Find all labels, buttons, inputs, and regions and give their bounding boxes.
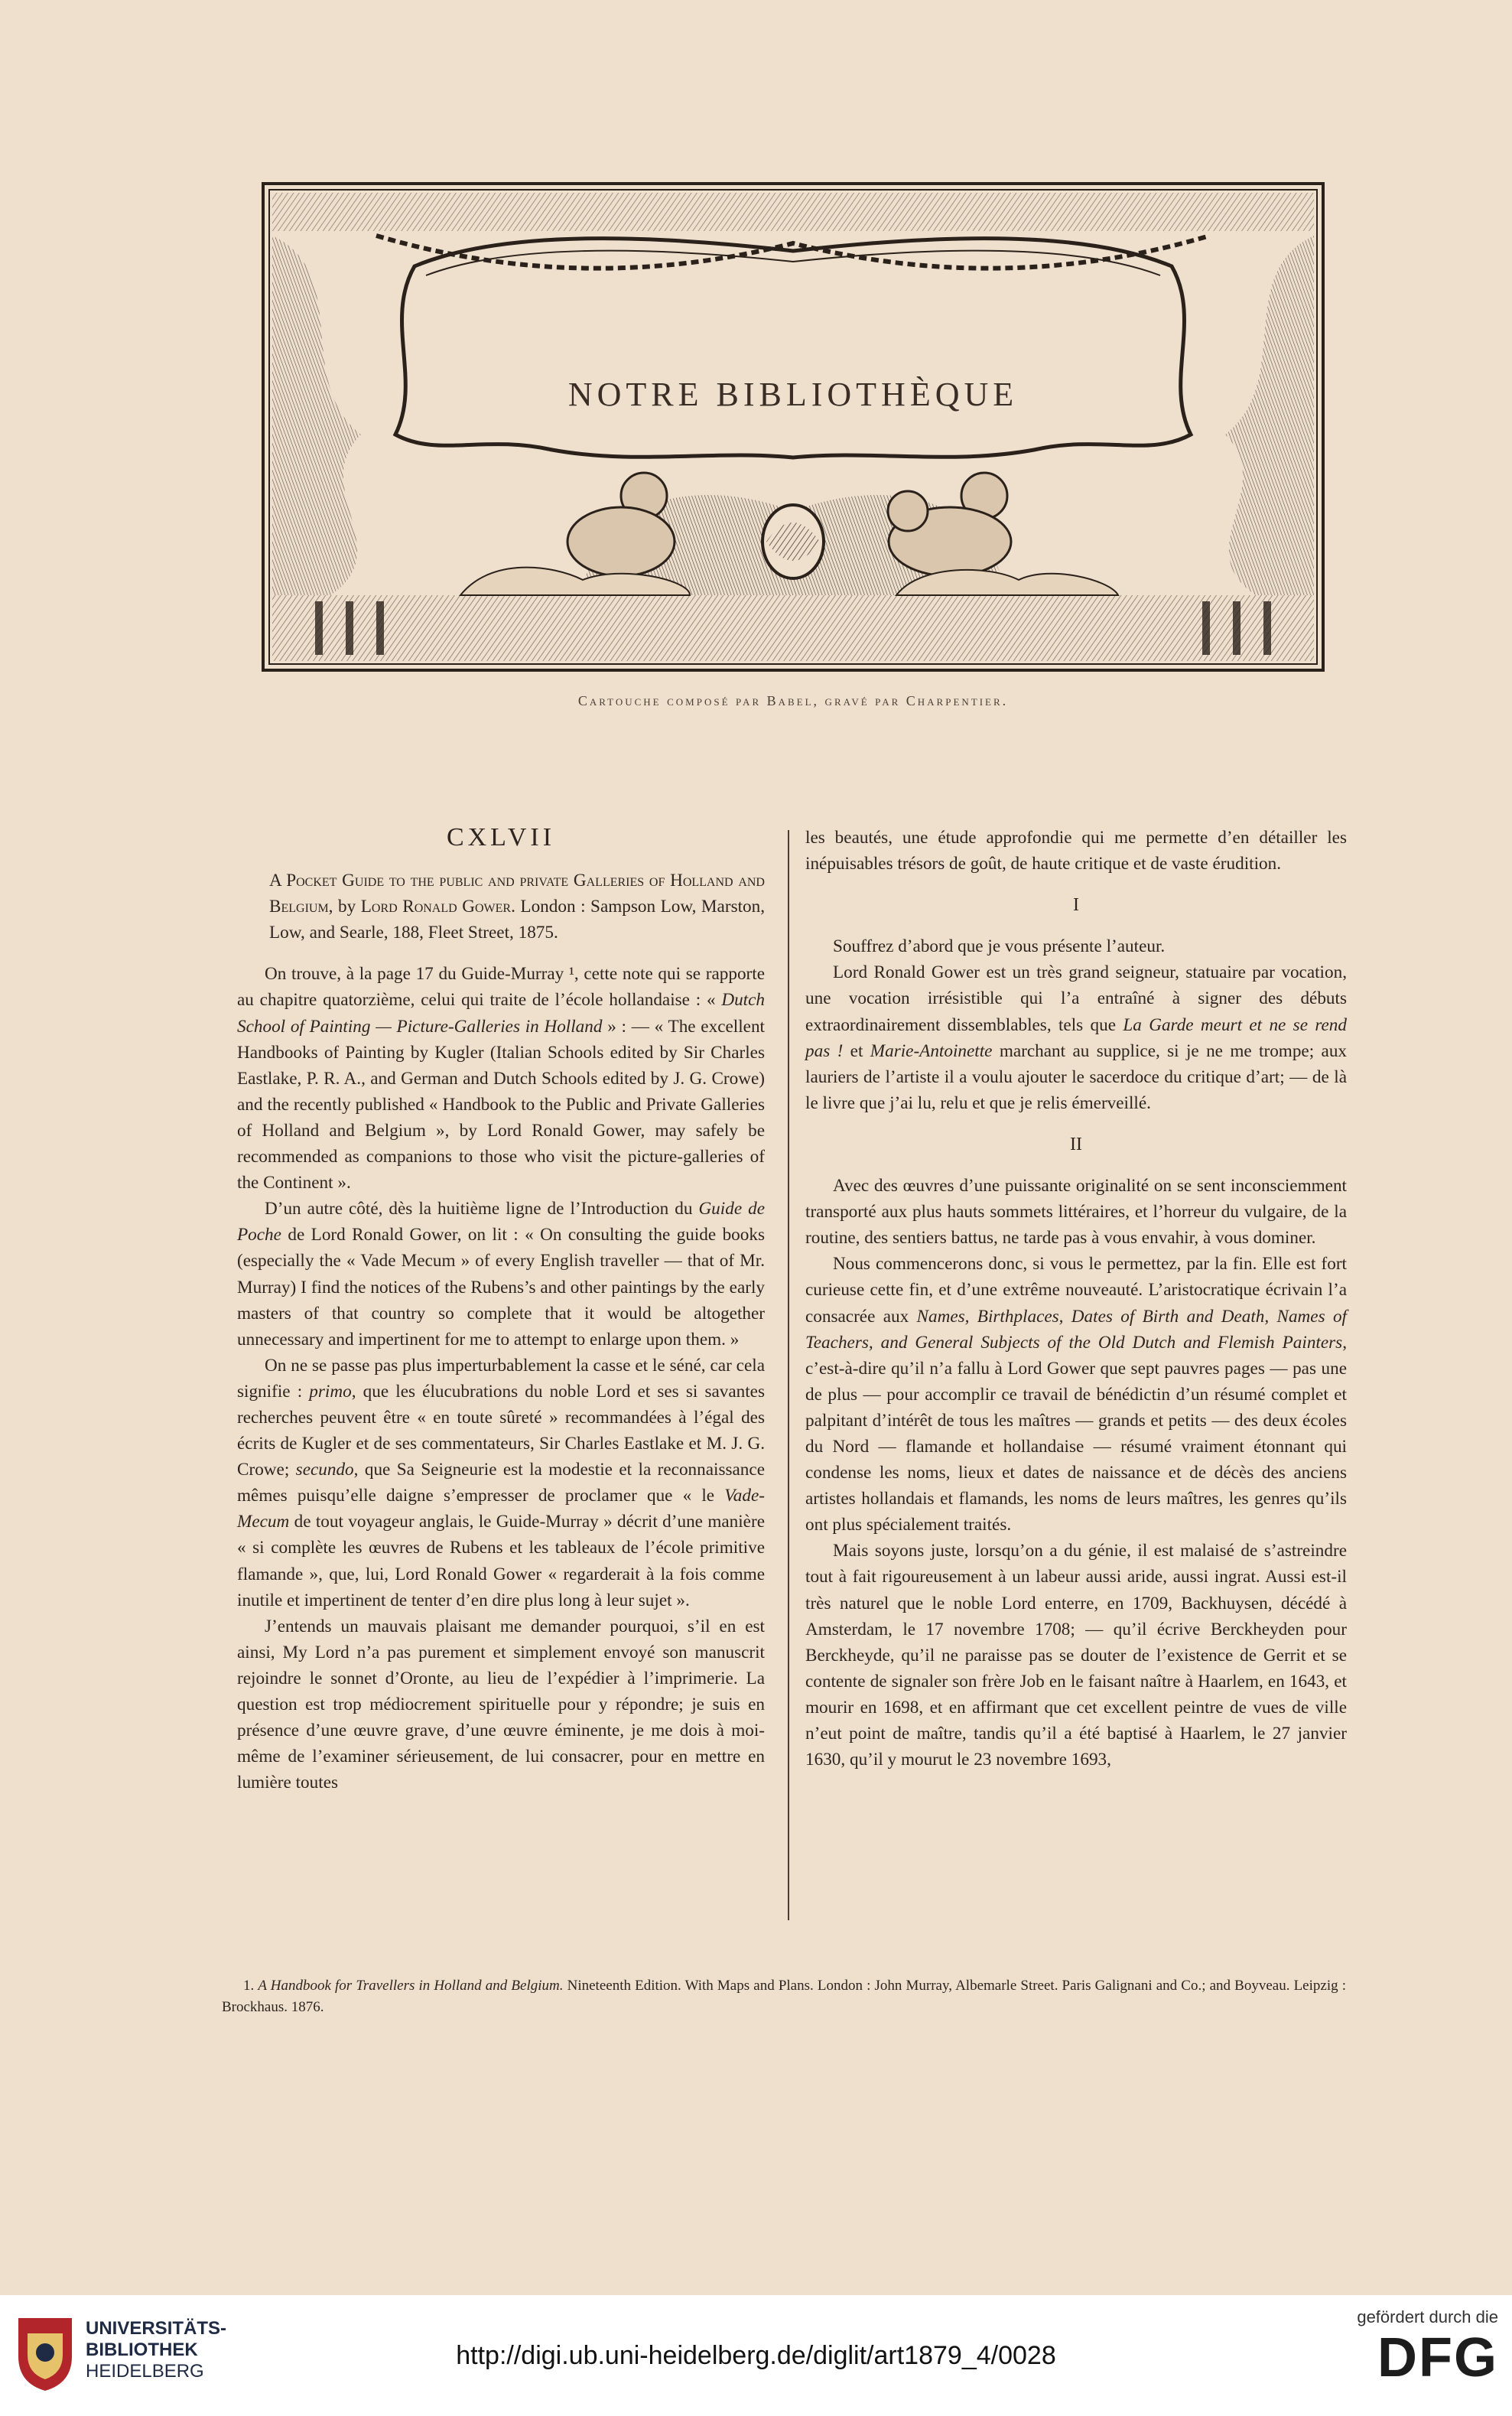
entry-publisher: London : Sampson Low, Marston, Low, and Searle, 188, Fleet Street, 1875.	[269, 897, 766, 943]
cartouche-illustration	[262, 182, 1325, 672]
right-column	[805, 825, 1347, 1773]
paragraph-text: et	[843, 1040, 870, 1061]
paragraph-7: Avec des œuvres d’une puissante originalité on se sent inconsciemment transporté aux plus hauts sommets littéraires, et l’horreur du vulgaire, de la routine, des sentiers battus, ne tarde pas à vous envahir, à vous dominer.	[805, 1176, 1347, 1249]
paragraph-italic: primo	[309, 1381, 352, 1402]
permalink-url[interactable]: http://digi.ub.uni-heidelberg.de/diglit/art1879_4/0028	[456, 2341, 1056, 2370]
section-numeral-2: II	[1070, 1134, 1082, 1154]
paragraph-text: On trouve, à la page 17 du Guide-Murray ¹, cette note qui se rapporte au chapitre quatorzième, celui qui traite de l’école hollandaise : «	[237, 964, 765, 1011]
paragraph-9: Mais soyons juste, lorsqu’on a du génie, il est malaisé de s’astreindre tout à fait rigoureusement à un labeur aussi aride, aussi ingrat. Aussi est-il très naturel que le noble Lord enterre, en 1709, Backhuysen, décédé à Amsterdam, le 17 novembre 1708; — qu’il écrive Berckheyden pour Berckheyde, qu’il ne paraisse pas se douter de l’existence de Gerrit et se contente de signaler son frère Job en le faisant naître à Haarlem, en 1643, et mourir en 1698, et en affirmant que cet excellent peintre de vues de ville n’eut point de maître, tandis qu’il a été baptisé à Haarlem, le 27 janvier 1630, qu’il y mourut le 23 novembre 1693,	[805, 1541, 1347, 1770]
entry-by: by	[333, 897, 361, 917]
dfg-logo: DFG	[1377, 2327, 1498, 2388]
paragraph-text: de tout voyageur anglais, le Guide-Murray » décrit d’une manière « si complète les œuvres de Rubens et les tableaux de l’école primitive flamande », que, lui, Lord Ronald Gower « regarderait à la fois comme inutile et impertinent de tenter d’en dire plus long à leur sujet ».	[237, 1512, 765, 1610]
paragraph-text: , que les élucubrations du noble Lord et ses si savantes recherches peuvent être « en toute sûreté » recommandées à l’égal des écrits de Kugler et de ses commentateurs, Sir Charles Eastlake et M. J. G. Crowe;	[237, 1381, 765, 1480]
paragraph-text: Nous commencerons donc, si vous le permettez, par la fin. Elle est fort curieuse cette fin, et d’une extrême nouveauté. L’aristocratique écrivain l’a consacrée aux	[805, 1254, 1347, 1327]
paragraph-text: D’un autre côté, dès la huitième ligne de l’Introduction du	[265, 1199, 699, 1219]
paragraph-text: Lord Ronald Gower est un très grand seigneur, statuaire par vocation, une vocation irrésistible qui l’a entraîné à signer des débuts extraordinairement dissemblables, tels que	[805, 962, 1347, 1035]
library-name-line: HEIDELBERG	[86, 2361, 204, 2382]
paragraph-text: , c’est-à-dire qu’il n’a fallu à Lord Gower que sept pauvres pages — pas une de plus — pour accomplir ce travail de bénédictin d’un résumé complet et palpitant d’intérêt de tous les maîtres — grands et petits — des deux écoles du Nord — flamande et hollandaise — résumé vraiment étonnant qui condense les noms, lieux et dates de naissance et de décès des anciens artistes hollandais et flamands, les noms de leurs maîtres, les genres qu’ils ont plus spécialement traités.	[805, 1332, 1347, 1535]
paragraph-text: On ne se passe pas plus imperturbablement la casse et le séné, car cela signifie :	[237, 1355, 765, 1402]
viewer-footer	[0, 2295, 1512, 2416]
section-title: NOTRE BIBLIOTHÈQUE	[567, 376, 1019, 413]
article-number: CXLVII	[446, 823, 556, 851]
footnote-text: Nineteenth Edition. With Maps and Plans. London : John Murray, Albemarle Street. Paris Galignani and Co.; and Boyveau. Leipzig : Brockhaus. 1876.	[222, 1978, 1346, 2015]
paragraph-italic: La Garde meurt et ne se rend pas !	[805, 1014, 1347, 1061]
paragraph-3	[237, 1353, 765, 1613]
paragraph-italic: secundo	[295, 1460, 354, 1480]
paragraph-continued: les beautés, une étude approfondie qui me permette d’en détailler les inépuisables trésors de goût, de haute critique et de vaste érudition.	[805, 828, 1347, 874]
paragraph-5: Souffrez d’abord que je vous présente l’auteur.	[833, 936, 1166, 957]
paragraph-italic: Vade-Mecum	[237, 1486, 765, 1532]
paragraph-text: marchant au supplice, si je ne me trompe; aux lauriers de l’artiste il a voulu ajouter le sacerdoce du critique d’art; — de là le livre que j’ai lu, relu et que je relis émerveillé.	[805, 1040, 1348, 1113]
library-name-line: UNIVERSITÄTS-	[86, 2318, 227, 2339]
column-divider	[788, 830, 789, 1920]
paragraph-italic: Names, Birthplaces, Dates of Birth and Death, Names of Teachers, and General Subjects of the Old Dutch and Flemish Painters	[805, 1306, 1347, 1353]
paragraph-text: , que Sa Seigneurie est la modestie et la reconnaissance mêmes puisqu’elle daigne s’empresser de proclamer que « le	[237, 1460, 765, 1506]
engraving-caption: Cartouche composé par Babel, gravé par Charpentier.	[577, 693, 1009, 708]
paragraph-italic: Dutch School of Painting — Picture-Galleries in Holland	[237, 990, 765, 1037]
footnote	[222, 1975, 1346, 2018]
cartouche-engraving	[262, 182, 1325, 672]
paragraph-italic: Marie-Antoinette	[870, 1040, 993, 1061]
paragraph-2	[237, 1196, 765, 1353]
paragraph-8	[805, 1251, 1347, 1538]
footnote-title: A Handbook for Travellers in Holland and Belgium.	[258, 1978, 564, 1994]
left-column	[237, 825, 765, 1796]
paragraph-text: » : — « The excellent Handbooks of Painting by Kugler (Italian Schools edited by Sir Charles Eastlake, P. R. A., and German and Dutch Schools edited by J. G. Crowe) and the recently published « Handbook to the Public and Private Galleries of Holland and Belgium », by Lord Ronald Gower, may safely be recommended as companions to those who visit the picture-galleries of the Continent ».	[237, 1016, 765, 1193]
sponsor-text: gefördert durch die	[1357, 2307, 1498, 2326]
section-numeral-1: I	[1073, 895, 1079, 916]
bibliographic-entry	[237, 868, 765, 946]
entry-title: A Pocket Guide to the public and private Galleries of Holland and Belgium,	[269, 871, 765, 917]
paragraph-4: J’entends un mauvais plaisant me demander pourquoi, s’il en est ainsi, My Lord n’a pas purement et simplement envoyé son manuscrit rejoindre le sonnet d’Oronte, au lieu de l’expédier à l’imprimerie. La question est trop médiocrement spirituelle pour y répondre; je suis en présence d’une œuvre grave, d’une œuvre éminente, je me dois à moi-même de l’examiner sérieusement, de lui consacrer, pour en mettre en lumière toutes	[237, 1616, 765, 1793]
paragraph-text: de Lord Ronald Gower, on lit : « On consulting the guide books (especially the « Vade Mecum » of every English traveller — that of Mr. Murray) I find the notices of the Rubens’s and other paintings by the early masters of that country so complete that it would be altogether unnecessary and impertinent for me to attempt to enlarge upon them. »	[237, 1225, 765, 1350]
entry-author: Lord Ronald Gower.	[360, 897, 515, 917]
sponsor-block[interactable]	[1345, 2307, 1498, 2388]
paragraph-6	[805, 959, 1347, 1116]
paragraph-italic: Guide de Poche	[237, 1199, 765, 1245]
library-name-line: BIBLIOTHEK	[86, 2339, 198, 2360]
paragraph-1	[237, 961, 765, 1196]
footnote-number: 1.	[243, 1978, 259, 1994]
